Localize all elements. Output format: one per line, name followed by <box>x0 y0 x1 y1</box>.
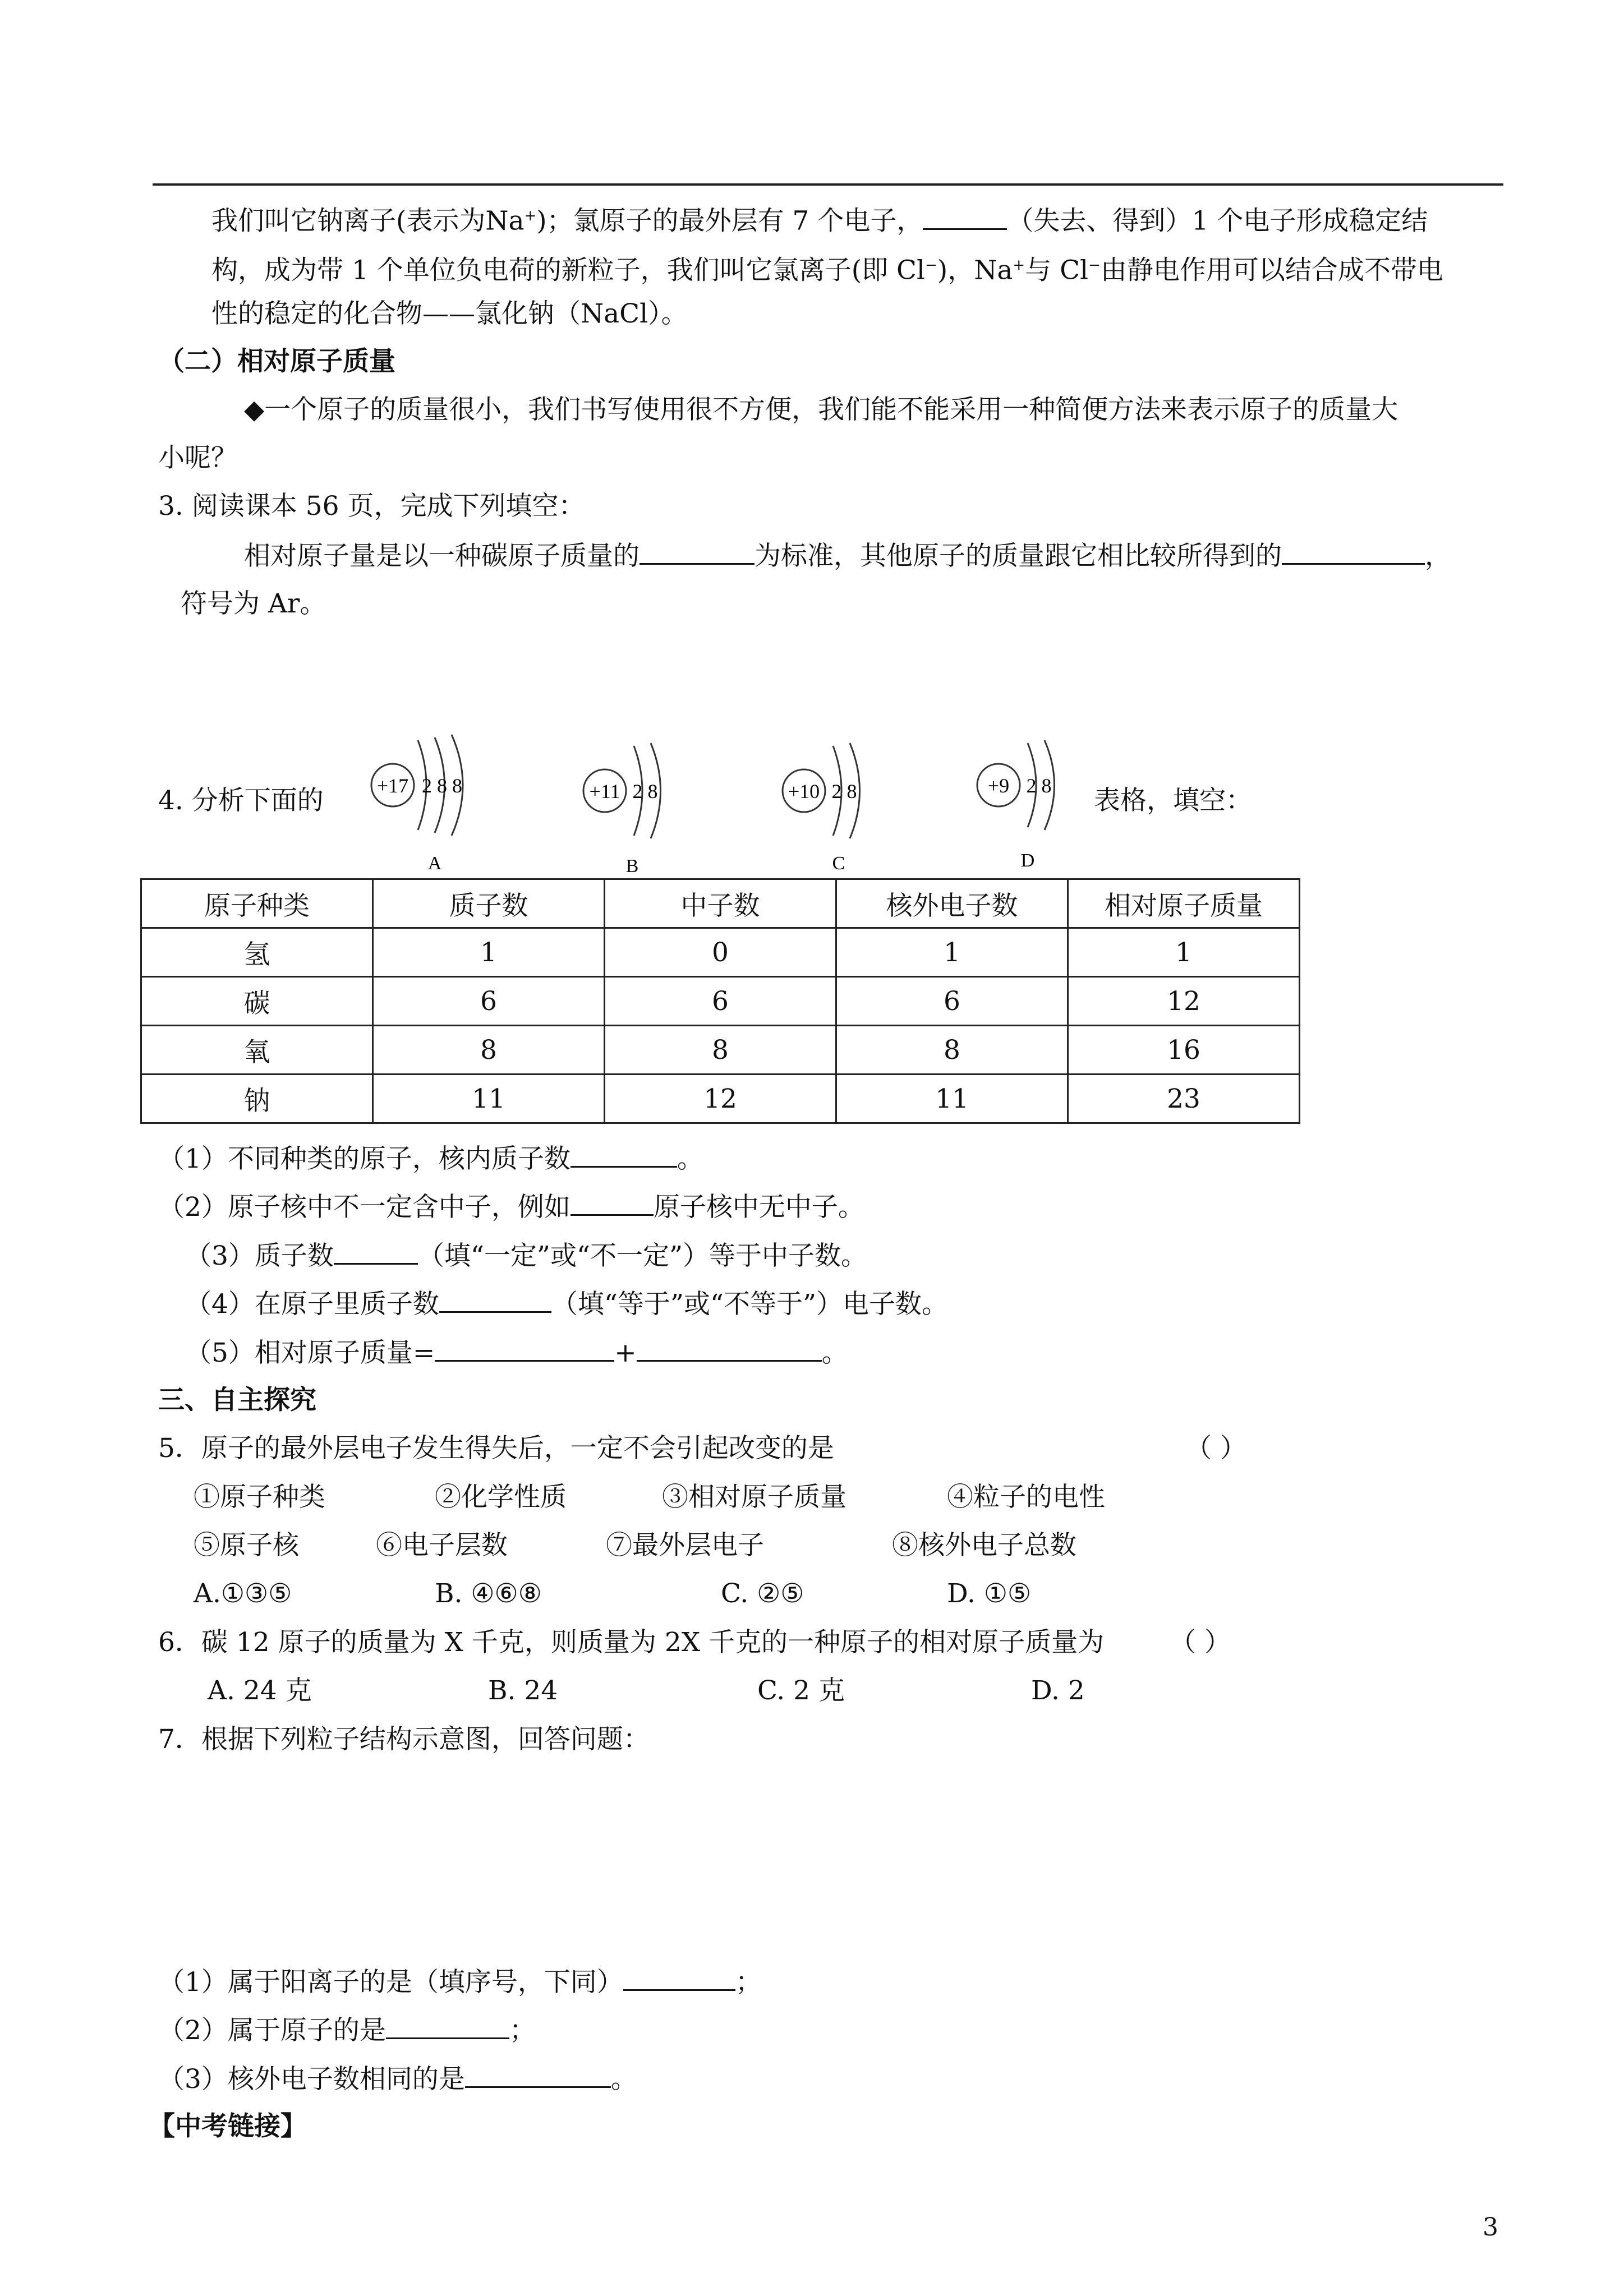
table-cell: 碳 <box>141 977 373 1026</box>
choice-b[interactable]: B. ④⑥⑧ <box>435 1578 542 1609</box>
table-cell: 16 <box>1068 1026 1300 1075</box>
text: （填“一定”或“不一定”）等于中子数。 <box>417 1241 868 1271</box>
question-4-sub-1 <box>158 1141 703 1176</box>
nucleus-charge: +17 <box>376 774 409 797</box>
table-cell: 12 <box>1068 977 1300 1026</box>
text: ； <box>509 2015 536 2046</box>
exam-link-heading: 【中考链接】 <box>149 2111 307 2142</box>
answer-blank[interactable] <box>439 1287 551 1313</box>
atom-diagram-d <box>965 729 1099 875</box>
text: （5）相对原子质量= <box>185 1338 435 1368</box>
text: 。 <box>677 1144 703 1174</box>
table-cell: 1 <box>373 928 605 977</box>
text: （2）属于原子的是 <box>158 2015 386 2046</box>
table-cell: 6 <box>373 977 605 1026</box>
text: （2）原子核中不一定含中子，例如 <box>158 1192 571 1223</box>
table-cell: 氧 <box>141 1026 373 1075</box>
choice-d[interactable]: D. ①⑤ <box>947 1578 1032 1609</box>
atom-table <box>140 878 1300 1124</box>
question-7-stem: 7．根据下列粒子结构示意图，回答问题： <box>158 1724 650 1755</box>
electron-counts: 2 8 8 <box>422 774 462 797</box>
intro-line-3: 性的稳定的化合物——氯化钠（NaCl）。 <box>211 298 688 329</box>
table-row <box>141 928 1300 977</box>
answer-blank[interactable] <box>640 538 755 565</box>
question-4-post: 表格，填空： <box>1094 785 1252 816</box>
page-number: 3 <box>1483 2213 1498 2242</box>
answer-blank[interactable] <box>571 1190 654 1216</box>
nucleus-charge: +11 <box>589 780 620 803</box>
option: ①原子种类 <box>194 1482 325 1513</box>
text: 由静电作用可以结合成不带电 <box>1100 255 1443 286</box>
text: （3）核外电子数相同的是 <box>158 2064 465 2095</box>
question-4-sub-4 <box>185 1287 948 1321</box>
superscript: + <box>1013 257 1025 274</box>
option: ⑧核外电子总数 <box>892 1530 1076 1561</box>
table-cell: 6 <box>836 977 1068 1026</box>
text: 原子核中无中子。 <box>653 1192 864 1223</box>
question-7-sub-3 <box>158 2062 637 2096</box>
table-cell: 0 <box>605 928 836 977</box>
text: )；氯原子的最外层有 7 个电子， <box>536 205 923 237</box>
table-cell: 1 <box>1068 928 1300 977</box>
table-cell: 氢 <box>141 928 373 977</box>
table-cell: 11 <box>373 1075 605 1123</box>
question-3-text-2: 符号为 Ar。 <box>181 588 326 619</box>
choice-d[interactable]: D. 2 <box>1031 1675 1085 1706</box>
table-cell: 8 <box>605 1026 836 1075</box>
answer-blank[interactable] <box>623 1965 735 1991</box>
table-cell: 23 <box>1068 1075 1300 1123</box>
intro-line-1 <box>211 199 1428 238</box>
text: 为标准，其他原子的质量跟它相比较所得到的 <box>755 541 1282 571</box>
text: ； <box>735 1967 762 1998</box>
answer-paren[interactable]: （ ） <box>1185 1433 1246 1464</box>
table-cell: 8 <box>836 1026 1068 1075</box>
superscript: − <box>925 257 937 274</box>
electron-counts: 2 8 <box>1026 774 1052 797</box>
atom-diagram-b <box>578 729 712 875</box>
choice-a[interactable]: A.①③⑤ <box>194 1578 292 1609</box>
option: ②化学性质 <box>435 1482 567 1513</box>
section-heading: （二）相对原子质量 <box>158 346 395 377</box>
answer-paren[interactable]: （ ） <box>1170 1627 1231 1658</box>
choice-a[interactable]: A. 24 克 <box>208 1675 312 1706</box>
table-cell: 1 <box>836 928 1068 977</box>
table-header-row <box>141 879 1300 928</box>
header-rule <box>153 183 1503 186</box>
text: )，Na <box>937 255 1013 286</box>
answer-blank[interactable] <box>637 1335 822 1362</box>
table-cell: 11 <box>836 1075 1068 1123</box>
answer-blank[interactable] <box>334 1238 418 1265</box>
question-4-sub-3 <box>185 1238 867 1273</box>
column-header: 核外电子数 <box>836 879 1068 928</box>
intro-line-2 <box>211 248 1443 288</box>
answer-blank[interactable] <box>386 2013 509 2039</box>
question-3-title: 3. 阅读课本 56 页，完成下列填空： <box>158 491 585 522</box>
question-7-sub-1 <box>158 1965 762 1999</box>
table-cell: 12 <box>605 1075 836 1123</box>
text: （失去、得到）1 个电子形成稳定结 <box>1007 205 1428 237</box>
column-header: 原子种类 <box>141 879 373 928</box>
section-heading: 三、自主探究 <box>158 1385 316 1416</box>
table-row <box>141 1075 1300 1123</box>
question-5-stem: 5．原子的最外层电子发生得失后，一定不会引起改变的是 <box>158 1433 834 1464</box>
question-6-stem: 6．碳 12 原子的质量为 X 千克，则质量为 2X 千克的一种原子的相对原子质量为 <box>158 1627 1105 1658</box>
option: ⑤原子核 <box>194 1530 299 1561</box>
answer-blank[interactable] <box>571 1141 677 1168</box>
text: 相对原子量是以一种碳原子质量的 <box>244 541 640 571</box>
table-row <box>141 977 1300 1026</box>
paragraph: 小呢？ <box>158 442 237 473</box>
text: 。 <box>821 1338 848 1368</box>
text: （1）不同种类的原子，核内质子数 <box>158 1144 571 1174</box>
diagram-label: D <box>1020 850 1035 871</box>
option: ⑥电子层数 <box>376 1530 508 1561</box>
text: （1）属于阳离子的是（填序号，下同） <box>158 1967 623 1998</box>
atom-diagram-c <box>777 729 912 875</box>
choice-b[interactable]: B. 24 <box>488 1675 558 1706</box>
answer-blank[interactable] <box>1282 538 1425 565</box>
column-header: 质子数 <box>373 879 605 928</box>
question-3-text <box>244 538 1451 573</box>
answer-blank[interactable] <box>435 1335 614 1362</box>
question-7-sub-2 <box>158 2013 536 2048</box>
diagram-label: C <box>832 853 845 874</box>
question-4-sub-5 <box>185 1335 848 1370</box>
text: （填“等于”或“不等于”）电子数。 <box>551 1289 949 1320</box>
answer-blank[interactable] <box>465 2062 611 2088</box>
column-header: 相对原子质量 <box>1068 879 1300 928</box>
superscript: − <box>1088 257 1101 274</box>
text: 与 Cl <box>1025 255 1089 286</box>
text: ， <box>1425 541 1451 571</box>
nucleus-charge: +10 <box>788 780 820 803</box>
table-cell: 钠 <box>141 1075 373 1123</box>
paragraph: ◆一个原子的质量很小，我们书写使用很不方便，我们能不能采用一种简便方法来表示原子的质量大 <box>244 394 1398 425</box>
diagram-label: A <box>427 853 442 874</box>
option: ④粒子的电性 <box>947 1482 1105 1513</box>
option: ③相对原子质量 <box>662 1482 846 1513</box>
text: 。 <box>610 2064 637 2095</box>
question-4-sub-2 <box>158 1190 864 1224</box>
table-row <box>141 1026 1300 1075</box>
table-cell: 6 <box>605 977 836 1026</box>
text: 我们叫它钠离子(表示为Na <box>211 205 525 237</box>
text: + <box>614 1338 637 1368</box>
table-cell: 8 <box>373 1026 605 1075</box>
superscript: + <box>524 208 537 224</box>
atom-diagram-a <box>359 729 494 875</box>
question-4-pre: 4. 分析下面的 <box>158 785 324 816</box>
nucleus-charge: +9 <box>987 774 1010 797</box>
diagram-label: B <box>625 856 639 875</box>
option: ⑦最外层电子 <box>606 1530 764 1561</box>
text: （3）质子数 <box>185 1241 334 1271</box>
choice-c[interactable]: C. ②⑤ <box>721 1578 804 1609</box>
text: 构，成为带 1 个单位负电荷的新粒子，我们叫它氯离子(即 Cl <box>211 255 926 286</box>
electron-counts: 2 8 <box>632 780 658 803</box>
choice-c[interactable]: C. 2 克 <box>757 1675 845 1706</box>
text: （4）在原子里质子数 <box>185 1289 439 1320</box>
electron-counts: 2 8 <box>831 780 857 803</box>
answer-blank[interactable] <box>923 204 1007 230</box>
column-header: 中子数 <box>605 879 836 928</box>
